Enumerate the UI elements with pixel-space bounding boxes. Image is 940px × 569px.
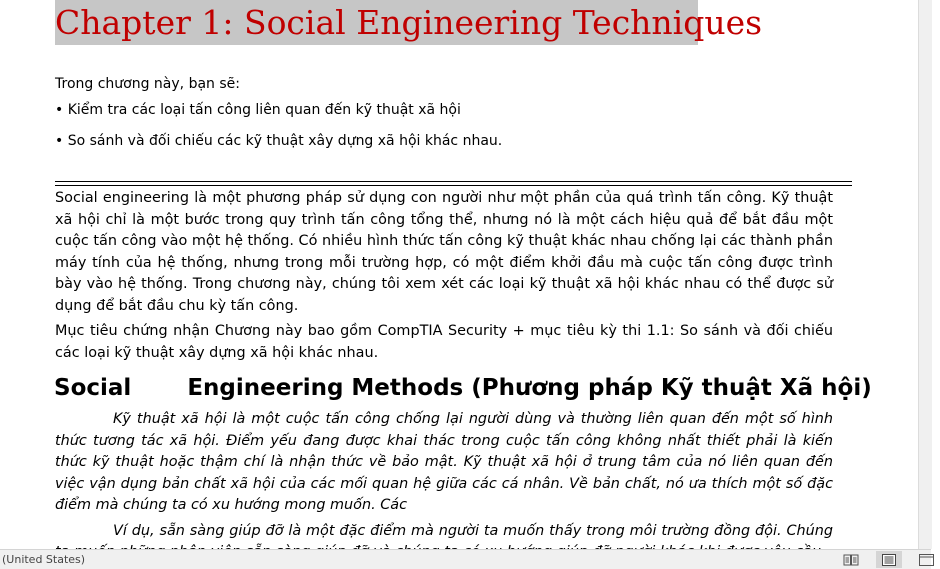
print-layout-icon [881, 554, 897, 566]
body-text [55, 188, 833, 364]
chapter-title: Chapter 1: Social Engineering Techniques [55, 0, 698, 45]
divider-line [55, 181, 852, 182]
italic-body-text [55, 409, 833, 564]
divider-line [55, 185, 852, 186]
italic-paragraph: Kỹ thuật xã hội là một cuộc tấn công chống lại người dùng và thường liên quan đến một số hình thức tương tác xã hội. Điểm yếu đang được khai thác trong cuộc tấn công không nhất thiết phải là kiến thức kỹ thuật hoặc thậm chí là nhận thức về bảo mật. Kỹ thuật xã hội ở trung tâm của nó liên quan đến việc vận dụng bản chất xã hội của các mối quan hệ giữa các cá nhân. Về bản chất, nó ưa thích một số đặc điểm mà chúng ta có xu hướng mong muốn. Các [55, 411, 833, 513]
read-mode-button[interactable] [838, 551, 864, 568]
body-paragraph: Mục tiêu chứng nhận Chương này bao gồm CompTIA Security + mục tiêu kỳ thi 1.1: So sánh và đối chiếu các loại kỹ thuật xây dựng xã hội khác nhau. [55, 323, 833, 361]
read-mode-icon [843, 554, 859, 566]
web-layout-icon [919, 554, 935, 566]
intro-bullet: • So sánh và đối chiếu các kỹ thuật xây dựng xã hội khác nhau. [55, 133, 503, 149]
print-layout-button[interactable] [876, 551, 902, 568]
web-layout-button[interactable] [914, 551, 940, 568]
intro-bullet: • Kiểm tra các loại tấn công liên quan đến kỹ thuật xã hội [55, 102, 461, 118]
vertical-scrollbar[interactable] [918, 0, 932, 549]
italic-paragraph: Ví dụ, sẵn sàng giúp đỡ là một đặc điểm mà người ta muốn thấy trong môi trường đồng đội. Chúng [113, 522, 833, 539]
status-bar [0, 549, 931, 569]
body-paragraph: Social engineering là một phương pháp sử dụng con người như một phần của quá trình tấn công. Kỹ thuật xã hội chỉ là một bước trong quy trình tấn công tổng thể, nhưng nó là một cách hiệu quả để bắt đầu một cuộc tấn công vào một hệ thống. Có nhiều hình thức tấn công kỹ thuật khác nhau chống lại các thành phần máy tính của hệ thống, nhưng trong mỗi trường hợp, có một điểm khởi đầu mà cuộc tấn công được trình bày vào hệ thống. Trong chương này, chúng tôi xem xét các loại kỹ thuật xã hội khác nhau có thể được sử dụng để bắt đầu chu kỳ tấn công. [55, 190, 833, 314]
section-heading: Social Engineering Methods (Phương pháp Kỹ thuật Xã hội) [54, 375, 872, 401]
intro-lead: Trong chương này, bạn sẽ: [55, 76, 240, 92]
intro-block [55, 72, 855, 153]
language-indicator[interactable]: (United States) [2, 553, 86, 566]
